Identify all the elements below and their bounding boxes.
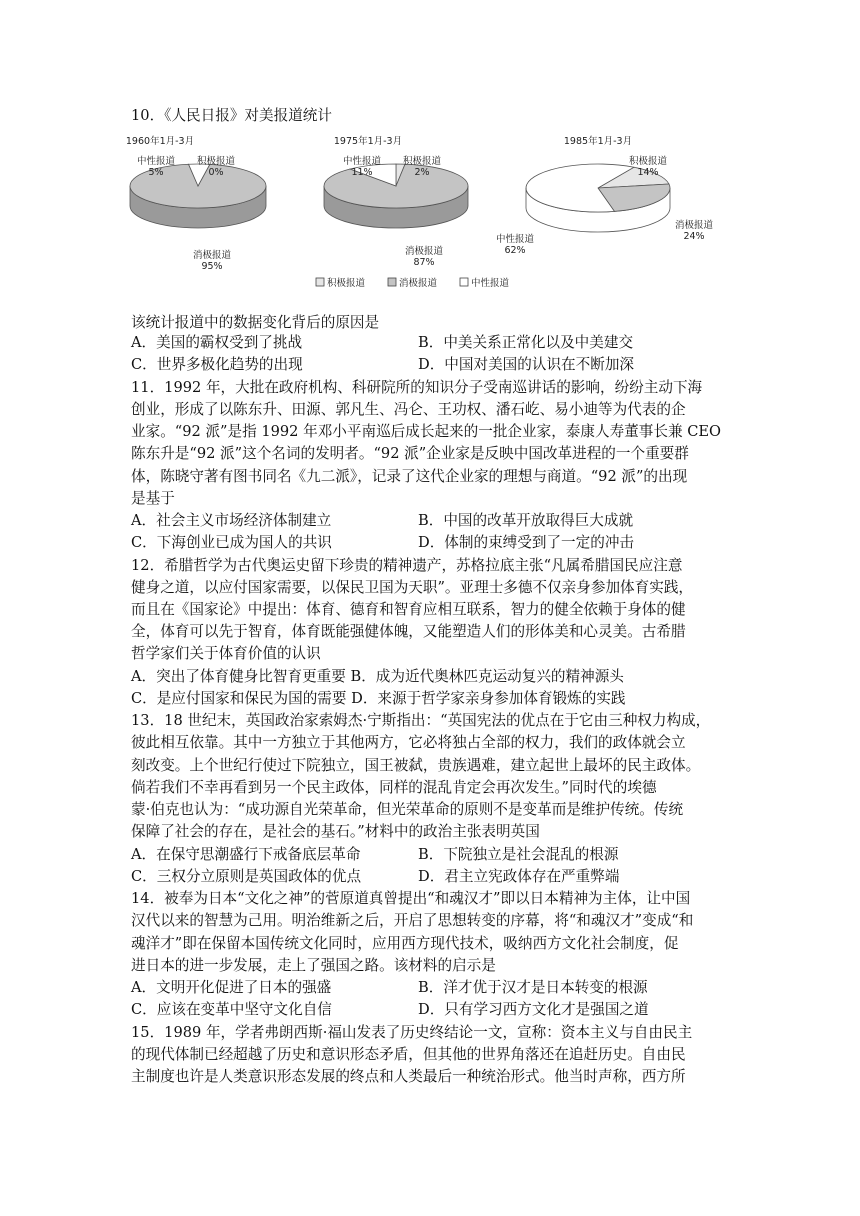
pie-0-label-positive-value: 0% [208, 167, 224, 178]
pie-1-title: 1975年1月-3月 [333, 136, 403, 147]
q14-option-d[interactable]: D．只有学习西方文化才是强国之道 [418, 1001, 649, 1018]
q12-options-row-1[interactable]: A．突出了体育健身比智育更重要 B．成为近代奥林匹克运动复兴的精神源头 [131, 668, 624, 685]
q15-line-2: 的现代体制已经超越了历史和意识形态矛盾，但其他的世界角落还在追赶历史。自由民 [131, 1046, 686, 1063]
pie-1-label-positive-name: 积极报道 [402, 156, 442, 167]
q14-option-a[interactable]: A．文明开化促进了日本的强盛 [131, 979, 332, 996]
q10-option-d[interactable]: D．中国对美国的认识在不断加深 [418, 356, 635, 373]
q13-line-4: 倘若我们不幸再看到另一个民主政体，同样的混乱肯定会再次发生。”同时代的埃德 [131, 779, 657, 796]
legend-swatch-0 [316, 278, 324, 286]
q11-option-b[interactable]: B．中国的改革开放取得巨大成就 [418, 512, 634, 529]
q10-option-c[interactable]: C．世界多极化趋势的出现 [131, 356, 303, 373]
q11-options-row-2 [131, 533, 635, 553]
q15-line-3: 主制度也许是人类意识形态发展的终点和人类最后一种统治形式。他当时声称，西方所 [131, 1068, 686, 1085]
q13-line-5: 蒙·伯克也认为：“成功源自光荣革命，但光荣革命的原则不是变革而是维护传统。传统 [131, 801, 684, 818]
legend-label-1: 消极报道 [399, 278, 438, 289]
q10-options-row-1 [131, 333, 634, 353]
q13-option-d[interactable]: D．君主立宪政体存在严重弊端 [418, 868, 620, 885]
q12-line-3: 而且在《国家论》中提出：体育、德育和智育应相互联系，智力的健全依赖于身体的健 [131, 601, 686, 618]
pie-0-label-negative-value: 95% [201, 261, 223, 272]
q13-line-1: 13．18 世纪末，英国政治家索姆杰·宁斯指出：“英国宪法的优点在于它由三种权力构成， [131, 712, 711, 729]
q13-options-row-2 [131, 867, 620, 887]
pie-2-label-neutral-value: 62% [504, 245, 526, 256]
pie-0-title: 1960年1月-3月 [125, 136, 195, 147]
q13-option-a[interactable]: A．在保守思潮盛行下戒备底层革命 [131, 846, 361, 863]
q10-option-a[interactable]: A．美国的霸权受到了挑战 [131, 334, 303, 351]
question-10-prompt: 该统计报道中的数据变化背后的原因是 [131, 314, 380, 331]
q14-line-1: 14．被奉为日本“文化之神”的菅原道真曾提出“和魂汉才”即以日本精神为主体，让中国 [131, 890, 691, 907]
q14-line-3: 魂洋才”即在保留本国传统文化同时，应用西方现代技术，吸纳西方文化社会制度，促 [131, 935, 679, 952]
question-10-title: 10．《人民日报》对美报道统计 [131, 107, 332, 124]
pie-2-label-negative-name: 消极报道 [674, 220, 714, 231]
q10-options-row-2 [131, 355, 635, 375]
q13-option-c[interactable]: C．三权分立原则是英国政体的优点 [131, 868, 362, 885]
q11-line-2: 创业，形成了以陈东升、田源、郭凡生、冯仑、王功权、潘石屹、易小迪等为代表的企 [131, 401, 686, 418]
pie-2-label-negative-value: 24% [683, 231, 705, 242]
pie-1-label-positive-value: 2% [414, 167, 430, 178]
q11-line-1: 11．1992 年，大批在政府机构、科研院所的知识分子受南巡讲话的影响，纷纷主动下海 [131, 379, 703, 396]
q14-options-row-1 [131, 978, 648, 998]
q12-options-row-2[interactable]: C．是应付国家和保民为国的需要 D．来源于哲学家亲身参加体育锻炼的实践 [131, 690, 626, 707]
q11-line-5: 体，陈晓守著有图书同名《九二派》，记录了这代企业家的理想与商道。“92 派”的出现 [131, 468, 688, 485]
q15-line-1: 15．1989 年，学者弗朗西斯·福山发表了历史终结论一文，宣称：资本主义与自由民主 [131, 1024, 693, 1041]
q14-line-4: 进日本的进一步发展，走上了强国之路。该材料的启示是 [131, 957, 496, 974]
q11-options-row-1 [131, 511, 634, 531]
q13-line-3: 刻改变。上个世纪行使过下院独立，国王被弑，贵族遇难，建立起世上最坏的民主政体。 [131, 757, 701, 774]
q11-option-d[interactable]: D．体制的束缚受到了一定的冲击 [418, 534, 635, 551]
legend-swatch-2 [460, 278, 468, 286]
q13-line-2: 彼此相互依靠。其中一方独立于其他两方，它必将独占全部的权力，我们的政体就会立 [131, 734, 686, 751]
pie-1-label-negative-name: 消极报道 [404, 246, 444, 257]
pie-charts-svg [120, 128, 720, 303]
legend-label-0: 积极报道 [327, 278, 366, 289]
pie-2-label-neutral-name: 中性报道 [495, 234, 535, 245]
q13-option-b[interactable]: B．下院独立是社会混乱的根源 [418, 846, 619, 863]
pie-0-label-positive-name: 积极报道 [196, 156, 236, 167]
pie-2-title: 1985年1月-3月 [563, 136, 633, 147]
pie-0-label-negative-name: 消极报道 [192, 250, 232, 261]
q14-line-2: 汉代以来的智慧为己用。明治维新之后，开启了思想转变的序幕，将“和魂汉才”变成“和 [131, 912, 694, 929]
pie-2-label-positive-value: 14% [637, 167, 659, 178]
q11-line-3: 业家。“92 派”是指 1992 年邓小平南巡后成长起来的一批企业家，泰康人寿董事长兼 CEO [131, 423, 721, 440]
q13-line-6: 保障了社会的存在，是社会的基石。”材料中的政治主张表明英国 [131, 823, 540, 840]
pie-0-label-neutral-value: 5% [148, 167, 164, 178]
legend-label-2: 中性报道 [471, 278, 510, 289]
pie-1-label-neutral-value: 11% [351, 167, 373, 178]
q12-line-5: 哲学家们关于体育价值的认识 [131, 645, 321, 662]
q12-line-2: 健身之道，以应付国家需要，以保民卫国为天职”。亚理士多德不仅亲身参加体育实践， [131, 579, 694, 596]
pie-1-label-negative-value: 87% [413, 257, 435, 268]
q10-option-b[interactable]: B．中美关系正常化以及中美建交 [418, 334, 634, 351]
q14-options-row-2 [131, 1000, 649, 1020]
pie-1-label-neutral-name: 中性报道 [342, 156, 382, 167]
q11-option-a[interactable]: A．社会主义市场经济体制建立 [131, 512, 332, 529]
q11-line-4: 陈东升是“92 派”这个名词的发明者。“92 派”企业家是反映中国改革进程的一个重要群 [131, 445, 689, 462]
q11-line-6: 是基于 [131, 490, 175, 507]
q13-options-row-1 [131, 845, 619, 865]
q14-option-c[interactable]: C．应该在变革中坚守文化自信 [131, 1001, 332, 1018]
pie-charts-figure [120, 128, 720, 303]
q14-option-b[interactable]: B．洋才优于汉才是日本转变的根源 [418, 979, 648, 996]
q12-line-1: 12．希腊哲学为古代奥运史留下珍贵的精神遗产，苏格拉底主张“凡属希腊国民应注意 [131, 557, 683, 574]
pie-0-label-neutral-name: 中性报道 [136, 156, 176, 167]
q12-line-4: 全，体育可以先于智育，体育既能强健体魄，又能塑造人们的形体美和心灵美。古希腊 [131, 623, 686, 640]
q11-option-c[interactable]: C．下海创业已成为国人的共识 [131, 534, 332, 551]
pie-2-label-positive-name: 积极报道 [628, 156, 668, 167]
legend-swatch-1 [388, 278, 396, 286]
